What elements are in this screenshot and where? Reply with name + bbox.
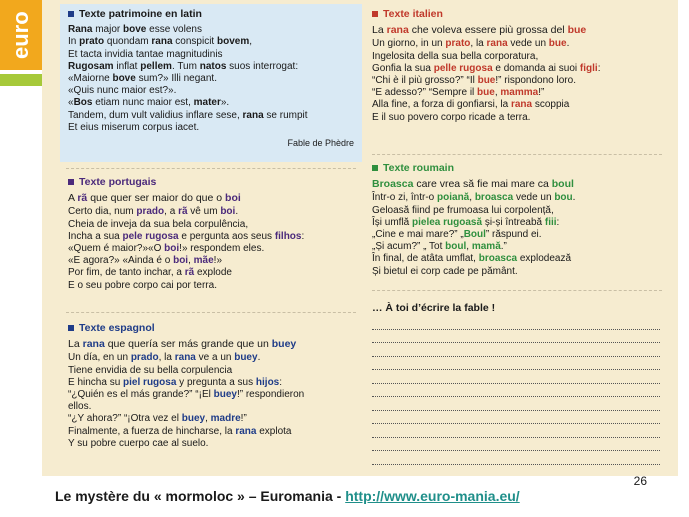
text-line <box>68 24 354 36</box>
keyword: rana <box>174 352 196 364</box>
keyword: boul <box>551 178 574 191</box>
portuguese-title <box>68 192 368 204</box>
text-line <box>372 87 672 99</box>
text-run: . <box>257 352 261 364</box>
text-run: “Chi è il più grosso?” “Il <box>372 75 478 87</box>
text-run: vê um <box>187 206 221 218</box>
text-run: Certo dia, num <box>68 206 137 218</box>
keyword: bue <box>567 24 587 37</box>
keyword: prato <box>79 36 105 48</box>
keyword: Boul <box>463 229 486 241</box>
text-line <box>68 267 368 279</box>
text-line <box>68 280 368 292</box>
keyword: pielea rugoasă <box>412 216 483 228</box>
text-run: Tiene envidia de su bella corpulencia <box>68 364 233 376</box>
keyword: buey <box>271 338 297 351</box>
text-run: sum?» Illi negant. <box>135 73 217 85</box>
keyword: buey <box>213 389 237 401</box>
text-run: “¿Y ahora?” “¡Otra vez el <box>68 413 182 425</box>
text-run: explota <box>256 425 292 437</box>
text-run: : <box>301 230 305 242</box>
latin-heading-label: Texte patrimoine en latin <box>79 8 202 20</box>
italian-heading <box>372 8 672 20</box>
text-run: E o seu pobre corpo cai por terra. <box>68 279 217 291</box>
text-run: , <box>494 87 501 99</box>
keyword: fiii <box>544 216 557 228</box>
italian-heading-label: Texte italien <box>383 8 443 20</box>
text-run: Por fim, de tanto inchar, a <box>68 267 185 279</box>
text-run: !» respondem eles. <box>179 243 265 255</box>
text-line <box>372 205 672 217</box>
keyword: Rana <box>68 24 93 36</box>
text-run: Ingelosita della sua bella corporatura, <box>372 50 539 62</box>
text-run: y pregunta a sus <box>176 376 256 388</box>
keyword: rã <box>77 192 88 205</box>
text-run: major <box>92 24 124 36</box>
text-run: e pergunta aos seus <box>178 230 275 242</box>
sidebar <box>0 0 42 476</box>
text-run: inflat <box>113 60 141 72</box>
keyword: mamma <box>500 87 539 99</box>
footer-caption <box>55 488 520 504</box>
spanish-lines <box>68 352 368 450</box>
text-run: quondam <box>104 36 152 48</box>
keyword: bove <box>112 73 136 85</box>
text-run: vede un <box>513 192 555 204</box>
italian-title <box>372 24 672 36</box>
text-line <box>68 426 368 438</box>
text-line <box>68 413 368 425</box>
square-bullet-icon <box>372 11 378 17</box>
text-run: e domanda ai suoi <box>492 62 580 74</box>
writing-line[interactable] <box>372 411 660 425</box>
euromania-link[interactable]: http://www.euro-mania.eu/ <box>345 488 520 504</box>
text-run: ellos. <box>68 401 92 413</box>
text-run: Și bietul ei corp cade pe pământ. <box>372 265 518 277</box>
text-run: que quer ser maior do que o <box>87 192 226 205</box>
text-line <box>372 192 672 204</box>
text-run: etiam nunc maior est, <box>92 97 194 109</box>
text-run: Un giorno, in un <box>372 38 446 50</box>
text-run: ve a un <box>195 352 235 364</box>
text-run: explode <box>194 267 232 279</box>
writing-line[interactable] <box>372 370 660 384</box>
keyword: poiană <box>437 192 470 204</box>
text-run: Gonfia la sua <box>372 62 434 74</box>
keyword: broasca <box>474 192 514 204</box>
text-line <box>68 36 354 48</box>
text-run: .” <box>500 241 507 253</box>
text-run: conspicit <box>172 36 217 48</box>
text-run: . Tum <box>171 60 200 72</box>
italian-lines <box>372 38 672 123</box>
text-run: ». <box>220 97 230 109</box>
text-run: Într-o zi, într-o <box>372 192 438 204</box>
text-run: Tandem, dum vult validius inflare sese, <box>68 109 243 121</box>
exercise-heading <box>372 302 664 314</box>
square-bullet-icon <box>68 325 74 331</box>
latin-heading <box>68 8 354 20</box>
text-line <box>68 219 368 231</box>
text-run: “E adesso?” “Sempre il <box>372 87 478 99</box>
text-line <box>372 241 672 253</box>
text-line <box>372 38 672 50</box>
text-run: vede un <box>507 38 549 50</box>
text-run: In <box>68 36 80 48</box>
text-line <box>68 122 354 134</box>
text-run: , <box>188 255 194 267</box>
keyword: mater <box>193 97 221 109</box>
text-run: che voleva essere più grossa del <box>408 24 568 37</box>
text-run: , <box>249 36 252 48</box>
text-line <box>372 229 672 241</box>
text-run: «E agora?» «Ainda é o <box>68 255 174 267</box>
keyword: rana <box>82 338 105 351</box>
text-line <box>68 97 354 109</box>
divider <box>372 154 662 155</box>
romanian-heading <box>372 162 672 174</box>
keyword: bou <box>554 192 573 204</box>
keyword: natos <box>199 60 227 72</box>
text-line <box>68 85 354 97</box>
keyword: bue <box>548 38 567 50</box>
text-run: . <box>235 206 239 218</box>
text-line <box>372 253 672 265</box>
keyword: bove <box>123 24 147 36</box>
text-run: : <box>597 62 601 74</box>
text-line <box>68 365 368 377</box>
text-run: Cheia de inveja da sua bela corpulência, <box>68 218 249 230</box>
keyword: rana <box>486 38 508 50</box>
writing-lines <box>372 316 664 478</box>
text-line <box>68 243 368 255</box>
text-line <box>68 231 368 243</box>
keyword: Bos <box>73 97 93 109</box>
italian-text-block <box>372 8 672 124</box>
text-line <box>68 255 368 267</box>
keyword: hijos <box>255 376 280 388</box>
text-run: Et eius miserum corpus iacet. <box>68 121 200 133</box>
text-run: “¿Quién es el más grande?” “¡El <box>68 389 214 401</box>
text-run: : <box>556 216 560 228</box>
keyword: buey <box>234 352 258 364</box>
keyword: boi <box>164 243 180 255</box>
text-line <box>372 75 672 87</box>
footer-title: Le mystère du « mormoloc » – Euromania - <box>55 488 346 504</box>
writing-line[interactable] <box>372 330 660 344</box>
text-run: E hincha su <box>68 376 124 388</box>
text-run: «Quis nunc maior est?». <box>68 85 177 97</box>
text-run: !” <box>538 87 545 99</box>
keyword: prato <box>445 38 471 50</box>
text-run: E il suo povero corpo ricade a terra. <box>372 111 531 123</box>
text-line <box>68 61 354 73</box>
text-run: Incha a sua <box>68 230 123 242</box>
keyword: Rugosam <box>68 60 114 72</box>
text-run: !” rispondono loro. <box>495 75 576 87</box>
text-run: se rumpit <box>263 109 308 121</box>
text-line <box>372 51 672 63</box>
romanian-heading-label: Texte roumain <box>383 162 454 174</box>
keyword: prado <box>130 352 159 364</box>
page-number: 26 <box>633 474 647 488</box>
keyword: pele rugosa <box>122 230 179 242</box>
writing-line[interactable] <box>372 357 660 371</box>
text-line <box>372 217 672 229</box>
text-run: , <box>469 192 475 204</box>
square-bullet-icon <box>372 165 378 171</box>
text-run: explodează <box>517 253 572 265</box>
spanish-heading-label: Texte espagnol <box>79 322 155 334</box>
square-bullet-icon <box>68 11 74 17</box>
keyword: rana <box>510 99 533 111</box>
keyword: madre <box>210 413 241 425</box>
keyword: rã <box>178 206 188 218</box>
keyword: figli <box>579 62 598 74</box>
divider <box>66 168 356 169</box>
euro-logo-text: euro <box>8 11 33 59</box>
green-accent-bar <box>0 74 42 86</box>
keyword: bue <box>477 87 495 99</box>
keyword: Broasca <box>372 178 414 191</box>
keyword: pellem <box>140 60 172 72</box>
text-line <box>372 266 672 278</box>
portuguese-lines <box>68 206 368 291</box>
divider <box>372 290 662 291</box>
text-run: : <box>279 376 283 388</box>
text-line <box>68 401 368 413</box>
text-run: Își umflă <box>372 216 413 228</box>
text-run: La <box>68 338 83 351</box>
keyword: rana <box>235 425 257 437</box>
euro-logo <box>0 0 42 70</box>
square-bullet-icon <box>68 179 74 185</box>
text-run: ” răspund ei. <box>485 229 542 241</box>
text-line <box>68 438 368 450</box>
keyword: boi <box>225 192 241 205</box>
text-line <box>68 352 368 364</box>
romanian-text-block <box>372 162 672 278</box>
spanish-text-block <box>68 322 368 450</box>
text-run: Finalmente, a fuerza de hincharse, la <box>68 425 236 437</box>
text-run: !» <box>213 255 223 267</box>
text-run: Alla fine, a forza di gonfiarsi, la <box>372 99 511 111</box>
text-line <box>372 112 672 124</box>
romanian-title <box>372 178 672 190</box>
keyword: rana <box>151 36 173 48</box>
keyword: pelle rugosa <box>433 62 493 74</box>
text-run: Et tacta invidia tantae magnitudinis <box>68 48 223 60</box>
text-line <box>372 99 672 111</box>
text-line <box>68 377 368 389</box>
keyword: boul <box>445 241 467 253</box>
exercise-block <box>372 302 664 478</box>
latin-text-box <box>60 4 362 162</box>
text-run: suos interrogat: <box>226 60 299 72</box>
text-run: Geloasă fiind pe frumoasa lui corpolență, <box>372 204 554 216</box>
romanian-lines <box>372 192 672 277</box>
text-run: « <box>68 97 74 109</box>
portuguese-heading <box>68 176 368 188</box>
text-run: . <box>572 192 576 204</box>
spanish-title <box>68 338 368 350</box>
keyword: filhos <box>274 230 302 242</box>
writing-line[interactable] <box>372 343 660 357</box>
writing-line[interactable] <box>372 397 660 411</box>
exercise-heading-label: … À toi d’écrire la fable ! <box>372 302 496 314</box>
text-line <box>68 49 354 61</box>
writing-line[interactable] <box>372 316 660 330</box>
text-run: „Și acum?” „ Tot <box>372 241 446 253</box>
text-run: que quería ser más grande que un <box>104 338 272 351</box>
keyword: rã <box>184 267 195 279</box>
divider <box>66 312 356 313</box>
text-run: Un día, en un <box>68 352 131 364</box>
text-run: , <box>466 241 472 253</box>
keyword: piel rugosa <box>123 376 177 388</box>
keyword: bovem <box>216 36 250 48</box>
keyword: bue <box>477 75 496 87</box>
writing-line[interactable] <box>372 451 660 465</box>
keyword: buey <box>181 413 206 425</box>
writing-line[interactable] <box>372 438 660 452</box>
text-run: și-și întreabă <box>482 216 545 228</box>
text-line <box>372 63 672 75</box>
text-run: , <box>205 413 211 425</box>
writing-line[interactable] <box>372 424 660 438</box>
text-run: În final, de atâta umflat, <box>372 253 479 265</box>
keyword: mamă <box>471 241 501 253</box>
text-run: !” respondieron <box>236 389 305 401</box>
keyword: boi <box>220 206 236 218</box>
text-run: , la <box>470 38 487 50</box>
text-run: esse volens <box>146 24 202 36</box>
text-run: care vrea să fie mai mare ca <box>413 178 552 191</box>
latin-lines <box>68 24 354 134</box>
keyword: rana <box>386 24 409 37</box>
text-run: A <box>68 192 78 205</box>
text-run: Y su pobre cuerpo cae al suelo. <box>68 437 209 449</box>
text-run: , a <box>164 206 179 218</box>
writing-line[interactable] <box>372 384 660 398</box>
text-run: «Quem é maior?»«O <box>68 243 165 255</box>
keyword: boi <box>173 255 189 267</box>
text-line <box>68 73 354 85</box>
keyword: mãe <box>193 255 214 267</box>
text-run: . <box>566 38 570 50</box>
spanish-heading <box>68 322 368 334</box>
portuguese-text-block <box>68 176 368 292</box>
text-line <box>68 206 368 218</box>
text-line <box>68 389 368 401</box>
keyword: broasca <box>478 253 518 265</box>
text-run: «Maiorne <box>68 73 113 85</box>
keyword: rana <box>242 109 264 121</box>
text-run: , la <box>158 352 175 364</box>
text-run: scoppia <box>532 99 570 111</box>
portuguese-heading-label: Texte portugais <box>79 176 157 188</box>
latin-credit: Fable de Phèdre <box>287 138 354 149</box>
text-run: „Cine e mai mare?” „ <box>372 229 464 241</box>
keyword: prado <box>136 206 165 218</box>
text-run: !” <box>240 413 247 425</box>
text-line <box>68 110 354 122</box>
text-run: La <box>372 24 387 37</box>
footer <box>0 476 689 517</box>
